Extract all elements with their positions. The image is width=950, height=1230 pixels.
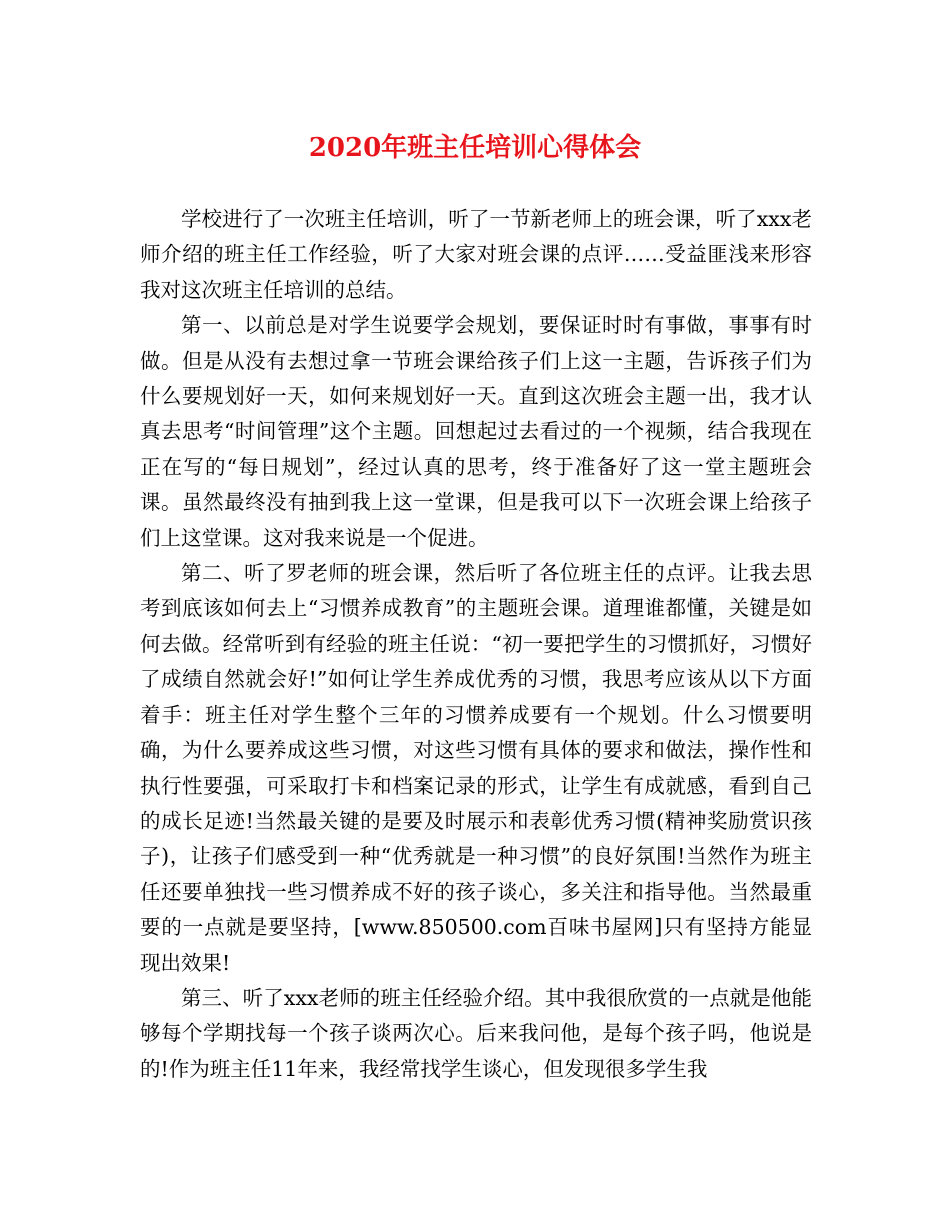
paragraph-first-point: 第一、以前总是对学生说要学会规划，要保证时时有事做，事事有时做。但是从没有去想过拿一节班会课给孩子们上这一主题，告诉孩子们为什么要规划好一天，如何来规划好一天。直到这次班会主题一出，我才认真去思考“时间管理”这个主题。回想起过去看过的一个视频，结合我现在正在写的“每日规划”，经过认真的思考，终于准备好了这一堂主题班会课。虽然最终没有抽到我上这一堂课，但是我可以下一次班会课上给孩子们上这堂课。这对我来说是一个促进。 — [140, 313, 812, 550]
document-body — [140, 202, 812, 1087]
document-title: 2020年班主任培训心得体会 — [308, 133, 642, 163]
paragraph-intro: 学校进行了一次班主任培训，听了一节新老师上的班会课，听了xxx老师介绍的班主任工作经验，听了大家对班会课的点评……受益匪浅来形容我对这次班主任培训的总结。 — [140, 207, 812, 302]
paragraph-second-point: 第二、听了罗老师的班会课，然后听了各位班主任的点评。让我去思考到底该如何去上“习惯养成教育”的主题班会课。道理谁都懂，关键是如何去做。经常听到有经验的班主任说：“初一要把学生的习惯抓好，习惯好了成绩自然就会好!”如何让学生养成优秀的习惯，我思考应该从以下方面着手：班主任对学生整个三年的习惯养成要有一个规划。什么习惯要明确，为什么要养成这些习惯，对这些习惯有具体的要求和做法，操作性和执行性要强，可采取打卡和档案记录的形式，让学生有成就感，看到自己的成长足迹!当然最关键的是要及时展示和表彰优秀习惯(精神奖励赏识孩子)，让孩子们感受到一种“优秀就是一种习惯”的良好氛围!当然作为班主任还要单独找一些习惯养成不好的孩子谈心，多关注和指导他。当然最重要的一点就是要坚持，[www.850500.com百味书屋网]只有坚持方能显现出效果! — [140, 561, 812, 975]
paragraph-third-point: 第三、听了xxx老师的班主任经验介绍。其中我很欣赏的一点就是他能够每个学期找每一个孩子谈两次心。后来我问他，是每个孩子吗，他说是的!作为班主任11年来，我经常找学生谈心，但发现很多学生我 — [140, 985, 812, 1081]
